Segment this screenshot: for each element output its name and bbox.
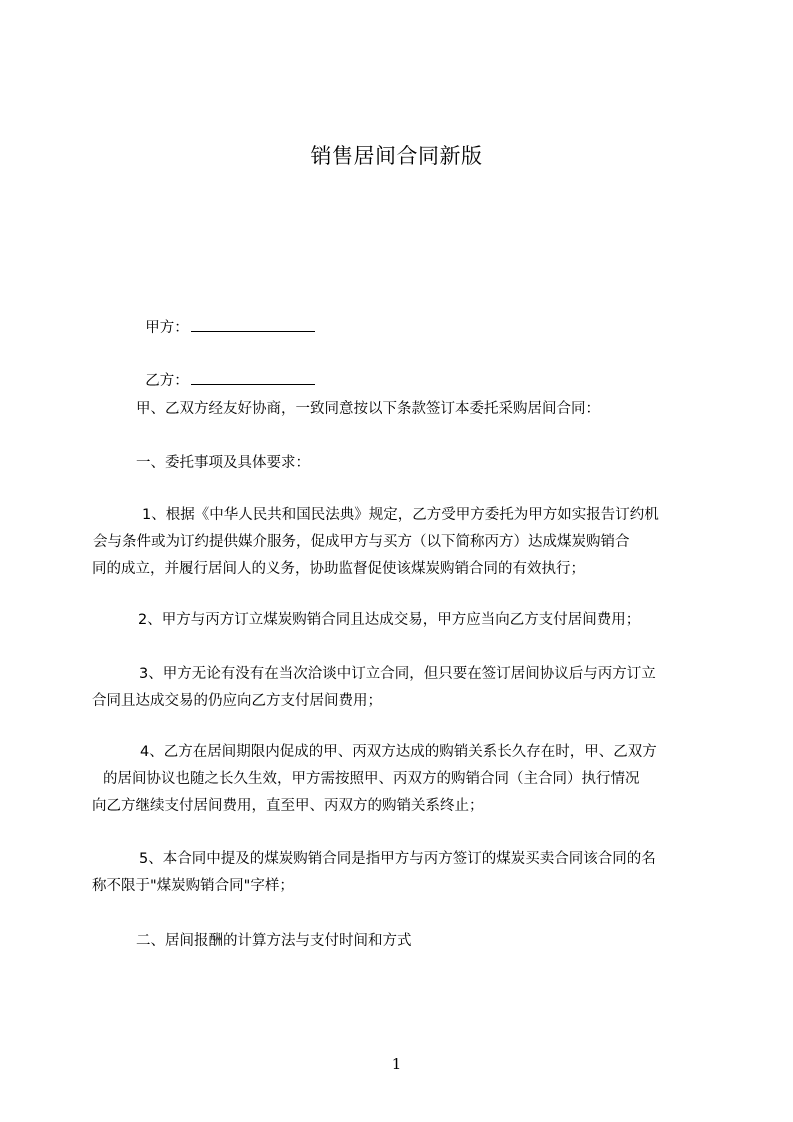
party-b-line (136, 342, 315, 394)
section-2-heading: 二、居间报酬的计算方法与支付时间和方式 (136, 933, 412, 949)
clause-1-line-2: 会与条件或为订约提供媒介服务，促成甲方与买方（以下简称丙方）达成煤炭购销合 (93, 534, 630, 550)
party-a-line (136, 289, 315, 341)
clause-2-line-1: 2、甲方与丙方订立煤炭购销合同且达成交易，甲方应当向乙方支付居间费用； (138, 612, 641, 628)
clause-4-line-1: 4、乙方在居间期限内促成的甲、丙双方达成的购销关系长久存在时，甲、乙双方 (140, 744, 657, 760)
party-b-blank (191, 370, 315, 385)
clause-5-line-2: 称不限于"煤炭购销合同"字样； (92, 878, 294, 894)
party-a-blank (191, 317, 315, 332)
clause-1-line-1: 1、根据《中华人民共和国民法典》规定，乙方受甲方委托为甲方如实报告订约机 (142, 507, 659, 523)
clause-1-line-3: 同的成立，并履行居间人的义务，协助监督促使该煤炭购销合同的有效执行； (92, 561, 585, 577)
clause-5-line-1: 5、本合同中提及的煤炭购销合同是指甲方与丙方签订的煤炭买卖合同该合同的名 (139, 851, 656, 867)
page-number: 1 (391, 1055, 402, 1073)
party-a-label: 甲方： (145, 320, 189, 336)
clause-3-line-2: 合同且达成交易的仍应向乙方支付居间费用； (92, 693, 382, 709)
clause-4-line-2: 的居间协议也随之长久生效，甲方需按照甲、丙双方的购销合同（主合同）执行情况 (103, 771, 640, 787)
party-b-label: 乙方： (145, 373, 189, 389)
section-1-heading: 一、委托事项及具体要求： (136, 455, 310, 471)
intro-paragraph: 甲、乙双方经友好协商，一致同意按以下条款签订本委托采购居间合同： (136, 401, 600, 417)
clause-4-line-3: 向乙方继续支付居间费用，直至甲、丙双方的购销关系终止； (92, 798, 484, 814)
document-title: 销售居间合同新版 (310, 144, 483, 168)
clause-3-line-1: 3、甲方无论有没有在当次洽谈中订立合同，但只要在签订居间协议后与丙方订立 (139, 666, 656, 682)
